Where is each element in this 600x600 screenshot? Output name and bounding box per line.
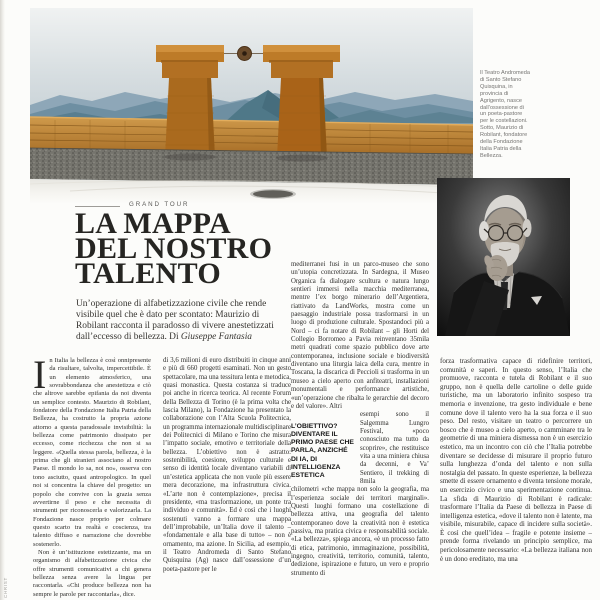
page-edge-shadow: [0, 0, 5, 600]
article-column-1: [33, 357, 151, 600]
body-paragraph: forza trasformativa capace di ridefinire territori, comunità e saperi. In questo senso, l’Italia che promuove, racconta e tutela di Robilant e il suo gruppo, non è quella delle cartoline o delle guide turistiche, ma un laboratorio infinito sospeso tra memoria e invenzione, tra gesto individuale e bene comune dove il talento vero ha la sua forza e il suo peso. Del resto, visitare un teatro o percorrere un bosco che è museo a cielo aperto, o camminare tra le geometrie di una miniera dismessa non è un esercizio estetico, ma un incontro con ciò che l’Italia potrebbe diventare se decidesse di misurare il proprio futuro sulla lunghezza d’onda del talento e non sulla nostalgia del passato. In queste esperienze, la bellezza smette di essere ornamento e diventa tensione morale, un esercizio civico e una sperimentazione continua. La sfida di Maurizio di Robilant è radicale: trasformare l’Italia da Paese di bellezza in Paese di intelligenza estetica, «dove il talento non è latente, ma visibile, misurabile, capace di incidere sulla società». È così che quell’idea – fragile e potente insieme – prende forma rivelando un principio semplice, ma pericolosamente necessario: «La bellezza italiana non è un dono ereditato, ma una: [440, 357, 592, 563]
photo-floor-shadow: [253, 190, 293, 198]
drop-cap: I: [33, 357, 47, 397]
photo-caption: Il Teatro Andromeda di Santo Stefano Quisquina, in provincia di Agrigento, nasce dall’ossessione di un poeta-pastore per le costellazioni. Sotto, Maurizio di Robilant, fondatore della Fondazione Italia Patria della Bellezza.: [480, 70, 530, 159]
body-paragraph: esempi sono il Salgemma Lungro Festival, «poco conosciuto ma tutto da scoprire», che restituisce vita a una miniera chiusa da decenni, e Va’ Sentiero, il trekking di 8mila: [360, 411, 429, 485]
title-line-1: LA MAPPA: [75, 207, 231, 240]
body-paragraph: mediterranei fusi in un parco-museo che sono un’utopia concretizzata. In Sardegna, il Museo Organica fa dialogare scultura e natura lungo sentieri immersi nella macchia mediterranea, mentre l’ex borgo minerario dell’Argentiera, riattivato da LandWorks, mostra come un paesaggio industriale possa trasformarsi in un luogo di produzione culturale. Spostandoci più a Nord – ci fa notare di Robilant – gli Horti del Collegio Borromeo a Pavia reinventano 35mila metri quadrati come spazio pubblico dove arte contemporanea, inclusione sociale e biodiversità diventano una liturgia laica della cura, mentre in Toscana, la discarica di Peccioli si trasforma in un museo a cielo aperto con anfiteatri, installazioni monumentali e performance artistiche, «un’operazione che ribalta le gerarchie del decoro e del valore». Altri: [291, 261, 429, 410]
title-line-2: DEL NOSTRO: [75, 232, 273, 265]
article-column-4: [440, 357, 592, 600]
article-column-2: [163, 357, 291, 600]
photo-gravel: [30, 148, 473, 185]
body-text: n Italia la bellezza è così onnipresente da risultare, talvolta, impercettibile. È un elemento atmosferico, una sovrabbondanza che anestetizza e ciò che altrove sarebbe epifania da noi diventa un semplice contesto. Maurizio di Robilant, fondatore della Fondazione Italia Patria della Bellezza, ha costruito la propria azione attorno a questa paradossale invisibilità: la bellezza come patrimonio dissipato per eccesso, come ricchezza che non si sa leggere. «Quella stessa parola, bellezza, è la prima che gli stranieri associano al nostro Paese. Il mondo lo sa, noi no», osserva con tono asciutto, quasi antropologico. In quel noi si concentra la chiave del progetto: un popolo che convive con la grazia senza avvertirne il peso e che necessita di strumenti per riconoscerla e valorizzarla. La Fondazione nasce proprio per colmare questo scarto tra realtà e coscienza, tra talento diffuso e narrazione che dovrebbe sostenerlo.: [33, 357, 151, 548]
pull-quote-row: [291, 411, 429, 486]
deck: [76, 299, 278, 343]
body-paragraph: di 3,6 milioni di euro distribuiti in cinque anni e più di 660 progetti esaminati. Non un gesto spettacolare, ma una tessitura lenta e metodica, quasi monastica. Questa costanza si traduce poi anche in ricerca teorica. Al recente Forum della Bellezza di Torino (è la prima volta che lascia Milano), la Fondazione ha presentato la collaborazione con l’Alta Scuola Politecnica, un programma internazionale multidisciplinare dei Politecnici di Milano e Torino che misura l’impatto sociale, emotivo e territoriale della bellezza. L’obiettivo non è astratto: sostenibilità, coesione, sviluppo culturale e senso di identità locale diventano variabili di un’estetica applicata che non vuole più essere mera decorazione, ma infrastruttura civica. «L’arte non è contemplazione», precisa il presidente, «ma trasformazione, un ponte tra individuo e comunità». Ed è così che i luoghi sostenuti vanno a formare una mappa dell’improbabile, un’Italia dove il talento – «fondamentale e alla base di tutto» – non è ornamento, ma azione. In Sicilia, ad esempio, il Teatro Andromeda di Santo Stefano Quisquina (Ag) nasce dall’ossessione d’un poeta-pastore per le: [163, 357, 291, 573]
portrait-photo-maurizio-di-robilant: [437, 178, 570, 336]
body-paragraph: [33, 357, 151, 549]
page-title: [75, 207, 273, 290]
title-line-3: TALENTO: [75, 257, 222, 290]
body-paragraph: chilometri «che mappa non solo la geografia, ma l’esperienza sociale dei territori marginali». Questi luoghi formano una costellazione di bellezza attiva, una geografia del talento contemporaneo dove la creatività non è estetica passiva, ma pratica civica e responsabilità sociale. «La bellezza», spiega ancora, «è un processo fatto di etica, patrimonio, immaginazione, possibilità, ingegno, creatività, territorio, comunità, talento, dedizione, ispirazione e futuro, un vero e proprio strumento di: [291, 486, 429, 577]
section-kicker: GRAND TOUR: [129, 201, 190, 208]
photo-credit-vertical: CHRIST: [3, 577, 8, 598]
deck-text: Un’operazione di alfabetizzazione civile che rende visibile quel che è dato per scontato: Maurizio di Robilant racconta il paradosso di vivere anestetizzati dall’eccesso di bellezza. Di: [76, 299, 274, 342]
author-byline: Giuseppe Fantasia: [180, 331, 252, 342]
article-column-3: [291, 261, 429, 600]
pull-quote: L’OBIETTIVO? DIVENTARE IL PRIMO PAESE CHE PARLA, ANZICHÉ DI IA, DI INTELLIGENZA ESTETICA: [291, 423, 354, 479]
hero-photo-teatro-andromeda: [30, 8, 473, 204]
body-paragraph: Non è un’istituzione estetizzante, ma un organismo di alfabetizzazione civica che offre strumenti comunicativi a chi genera bellezza senza avere la lingua per raccontarla. «Chi produce bellezza non ha sempre le parole per raccontarla», dice.: [33, 548, 151, 598]
